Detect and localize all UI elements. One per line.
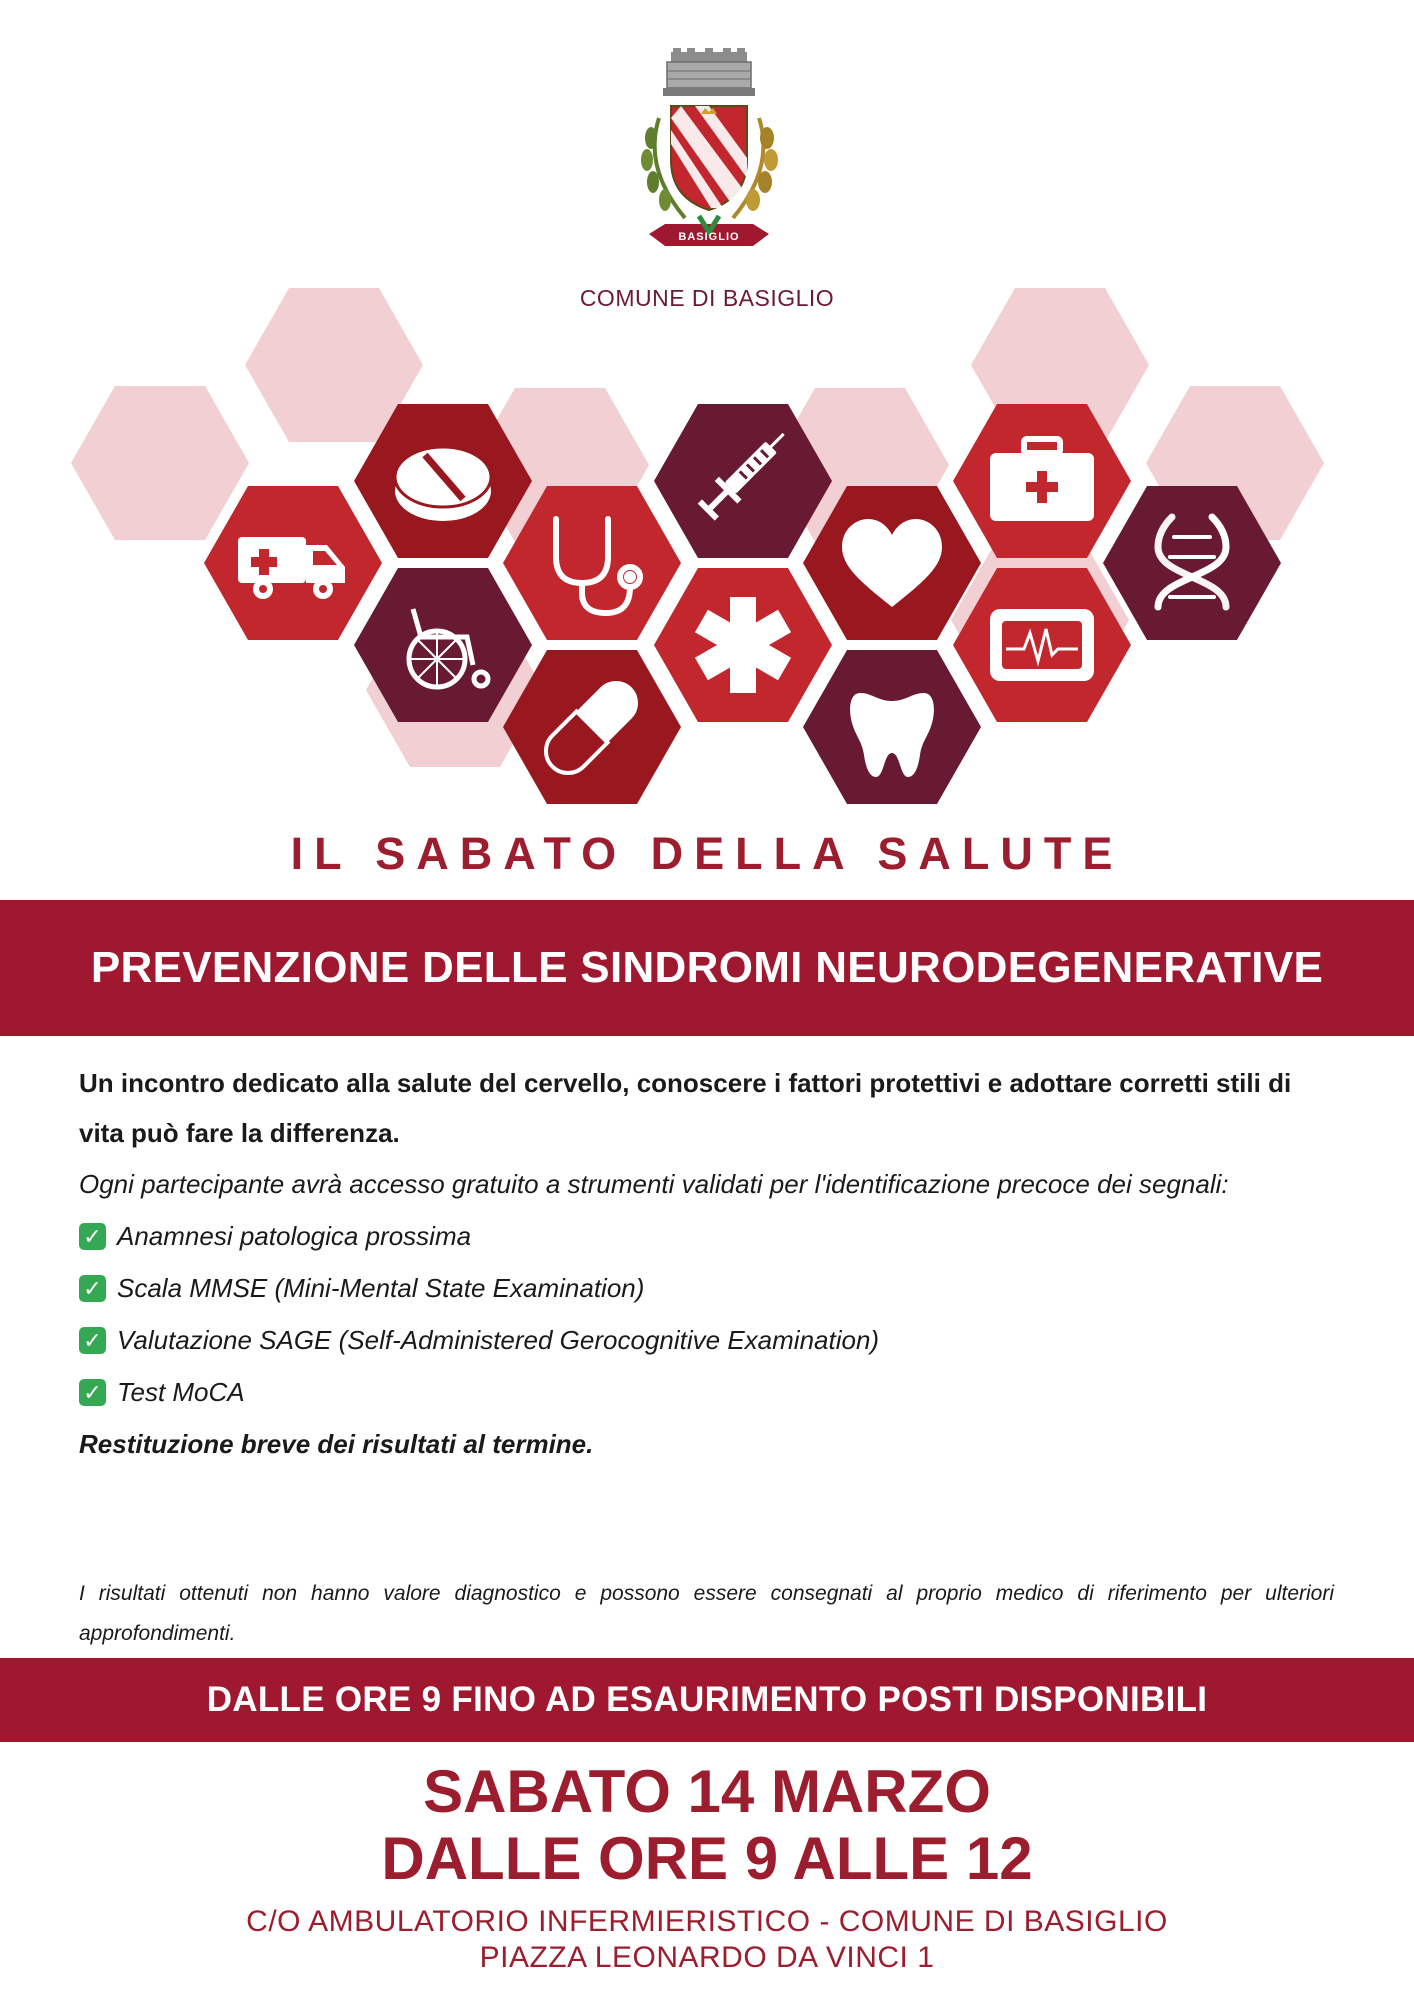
event-date: SABATO 14 MARZO [423, 1758, 991, 1825]
hexagon-star-of-life [654, 568, 832, 722]
event-address: PIAZZA LEONARDO DA VINCI 1 [479, 1941, 935, 1974]
disclaimer-note: I risultati ottenuti non hanno valore diagnostico e possono essere consegnati al proprio medico di riferimento per ulteriori approfondimenti. [79, 1582, 1334, 1645]
check-mark-icon: ✓ [79, 1327, 106, 1354]
hexagon-tooth [803, 650, 981, 804]
list-item [79, 1210, 1334, 1262]
hexagon-ambulance [204, 486, 382, 640]
coat-of-arms-logo [629, 48, 789, 278]
list-item [79, 1314, 1334, 1366]
ribbon-icon [649, 216, 769, 246]
event-title: IL SABATO DELLA SALUTE [290, 828, 1124, 879]
event-location: C/O AMBULATORIO INFERMIERISTICO - COMUNE DI BASIGLIO [246, 1905, 1168, 1938]
screening-tools-list [79, 1210, 1334, 1418]
medical-hexagon-cluster [0, 280, 1414, 820]
description-section [79, 1058, 1334, 1470]
closing-text: Restituzione breve dei risultati al termine. [79, 1429, 594, 1459]
hours-banner: DALLE ORE 9 FINO AD ESAURIMENTO POSTI DISPONIBILI [0, 1658, 1414, 1742]
heart-monitor-icon [990, 609, 1094, 681]
check-mark-icon: ✓ [79, 1275, 106, 1302]
list-item-label: Valutazione SAGE (Self-Administered Gerocognitive Examination) [117, 1325, 880, 1355]
main-banner: PREVENZIONE DELLE SINDROMI NEURODEGENERATIVE [0, 900, 1414, 1036]
shield-icon [671, 106, 747, 210]
list-item-label: Scala MMSE (Mini-Mental State Examination) [117, 1273, 645, 1303]
bg-hexagon [71, 386, 249, 540]
list-item-label: Anamnesi patologica prossima [117, 1221, 472, 1251]
check-mark-icon: ✓ [79, 1379, 106, 1406]
list-item [79, 1366, 1334, 1418]
pill-icon [395, 447, 491, 521]
list-item-label: Test MoCA [117, 1377, 245, 1407]
crest-ribbon-text: BASIGLIO [678, 231, 740, 243]
intro-text: Un incontro dedicato alla salute del cervello, conoscere i fattori protettivi e adottare corretti stili di vita può fare la differenza. [79, 1068, 1292, 1148]
check-mark-icon: ✓ [79, 1223, 106, 1250]
crown-icon [663, 48, 755, 96]
list-item [79, 1262, 1334, 1314]
municipality-name: COMUNE DI BASIGLIO [579, 285, 835, 311]
access-text: Ogni partecipante avrà accesso gratuito a strumenti validati per l'identificazione precoce dei segnali: [79, 1169, 1229, 1199]
event-hours: DALLE ORE 9 ALLE 12 [381, 1825, 1033, 1892]
